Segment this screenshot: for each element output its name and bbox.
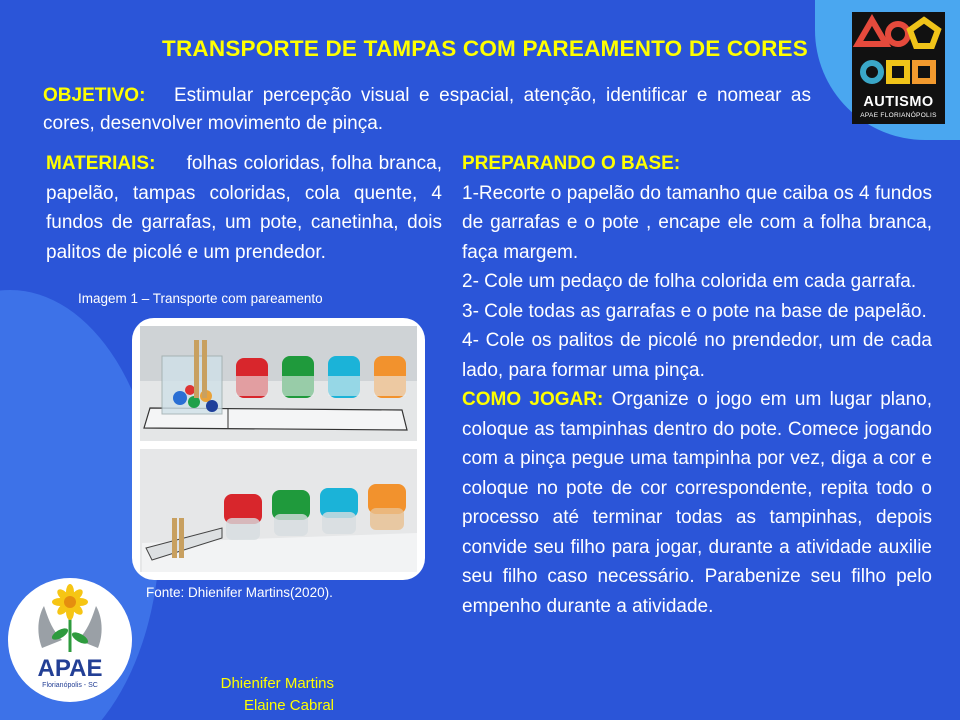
sunflower-hands-icon xyxy=(8,578,132,658)
activity-photo xyxy=(132,318,425,580)
apae-logo-name: APAE xyxy=(37,655,103,682)
author-name: Dhienifer Martins xyxy=(220,675,334,692)
image-source: Fonte: Dhienifer Martins(2020). xyxy=(146,585,333,600)
materials-label: MATERIAIS: xyxy=(46,153,156,174)
objective-text: Estimular percepção visual e espacial, atenção, identificar e nomear as cores, desenvolver movimento de pinça. xyxy=(43,85,811,134)
preparation-step: 2- Cole um pedaço de folha colorida em cada garrafa. xyxy=(462,271,917,292)
author-name: Elaine Cabral xyxy=(243,697,334,714)
preparation-label: PREPARANDO O BASE: xyxy=(462,153,681,174)
authors xyxy=(150,673,334,717)
apae-logo-location: Florianópolis - SC xyxy=(42,682,98,689)
apae-logo xyxy=(8,578,132,702)
objective-label: OBJETIVO: xyxy=(43,85,146,106)
autismo-logo xyxy=(852,12,945,124)
image-caption: Imagem 1 – Transporte com pareamento xyxy=(78,291,323,306)
preparation-step: 4- Cole os palitos de picolé no prendedor, um de cada lado, para formar uma pinça. xyxy=(462,330,932,381)
instructions-column xyxy=(462,149,932,621)
materials-paragraph xyxy=(46,149,442,267)
autismo-shapes-icon xyxy=(852,12,945,92)
autismo-logo-text: AUTISMO xyxy=(863,94,934,110)
activity-photo-illustration xyxy=(132,318,425,580)
objective-paragraph xyxy=(43,82,811,138)
page-title: TRANSPORTE DE TAMPAS COM PAREAMENTO DE CORES xyxy=(162,36,808,61)
preparation-step: 1-Recorte o papelão do tamanho que caiba os 4 fundos de garrafas e o pote , encape ele com a folha branca, faça margem. xyxy=(462,182,932,263)
autismo-logo-subtitle: APAE FLORIANÓPOLIS xyxy=(860,112,937,119)
how-to-play-text: Organize o jogo em um lugar plano, coloque as tampinhas dentro do pote. Comece jogando com a pinça pegue uma tampinha por vez, diga a cor e coloque no pote de cor correspondente, repita todo o processo até terminar todas as tampinhas, depois convide seu filho para jogar, durante a atividade auxilie seu filho caso necessário. Parabenize seu filho pelo empenho durante a atividade. xyxy=(462,389,932,617)
how-to-play-label: COMO JOGAR: xyxy=(462,389,604,410)
materials-text: folhas coloridas, folha branca, papelão, tampas coloridas, cola quente, 4 fundos de garrafas, um pote, canetinha, dois palitos de picolé e um prendedor. xyxy=(46,153,442,263)
preparation-step: 3- Cole todas as garrafas e o pote na base de papelão. xyxy=(462,300,927,322)
